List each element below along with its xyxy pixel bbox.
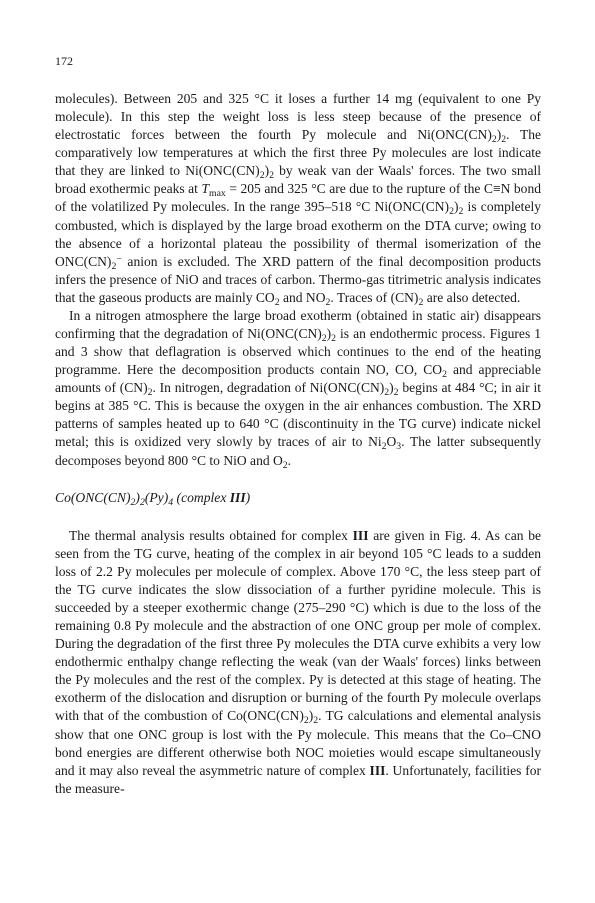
paragraph-ni-nitrogen-decomposition: In a nitrogen atmosphere the large broad exotherm (obtained in static air) disappears confirming that the degradation of $Ni(ONC(CN)_2)_2$ is an endothermic process. Figures 1 and 3 show that deflagration is observed which continues to the end of the heating programme. Here the decomposition products contain NO, CO, $CO_2$ and appreciable amounts of $(CN)_2$. In nitrogen, degradation of $Ni(ONC(CN)_2)_2$ begins at 484 °C; in air it begins at 385 °C. This is because the oxygen in the air enhances combustion. The XRD patterns of samples heated up to 640 °C (discontinuity in the TG curve) indicate nickel metal; this is oxidized very slowly by traces of air to $Ni_2O_3$. The latter subsequently decomposes beyond 800 °C to NiO and $O_2$. (55, 307, 541, 471)
paragraph-ni-air-decomposition: molecules). Between 205 and 325 °C it loses a further 14 mg (equivalent to one Py molecule). In this step the weight loss is less steep because of the presence of electrostatic forces between the fourth Py molecule and $Ni(ONC(CN)_2)_2$. The comparatively low temperatures at which the first three Py molecules are lost indicate that they are linked to $Ni(ONC(CN)_2)_2$ by weak van der Waals' forces. The two small broad exothermic peaks at $T_{max} = 205$ and 325 °C are due to the rupture of the C≡N bond of the volatilized Py molecules. In the range 395–518 °C $Ni(ONC(CN)_2)_2$ is completely combusted, which is displayed by the large broad exotherm on the DTA curve; owing to the absence of a horizontal plateau the possibility of thermal isomerization of the $ONC(CN)_2^-$ anion is excluded. The XRD pattern of the final decomposition products infers the presence of NiO and traces of carbon. Thermo-gas titrimetric analysis indicates that the gaseous products are mainly $CO_2$ and $NO_2$. Traces of $(CN)_2$ are also detected. (55, 91, 541, 308)
page-number: 172 (55, 54, 73, 68)
section-heading-complex-iii: $Co(ONC(CN)_2)_2(Py)_4$ (complex III) (55, 489, 251, 508)
paragraph-complex-iii-analysis: The thermal analysis results obtained for complex III are given in Fig. 4. As can be seen from the TG curve, heating of the complex in air beyond 105 °C leads to a sudden loss of 2.2 Py molecules per molecule of complex. Above 170 °C, the less steep part of the TG curve indicates the slow dissociation of a further pyridine molecule. This is succeeded by a steeper exothermic change (275–290 °C) which is due to the loss of the remaining 0.8 Py molecule and the abstraction of one ONC group per mole of complex. During the degradation of the first three Py molecules the DTA curve exhibits a very low endothermic enthalpy change reflecting the weak (van der Waals' forces) links between the Py molecules and the rest of the complex. Py is detected at this stage of heating. The exotherm of the dislocation and disruption or burning of the fourth Py molecule overlaps with that of the combustion of $Co(ONC(CN)_2)_2$. TG calculations and elemental analysis show that one ONC group is lost with the Py molecule. This means that the Co–CNO bond energies are different otherwise both NOC moieties would escape simultaneously and it may also reveal the asymmetric nature of complex III. Unfortunately, facilities for the measure- (55, 527, 542, 796)
